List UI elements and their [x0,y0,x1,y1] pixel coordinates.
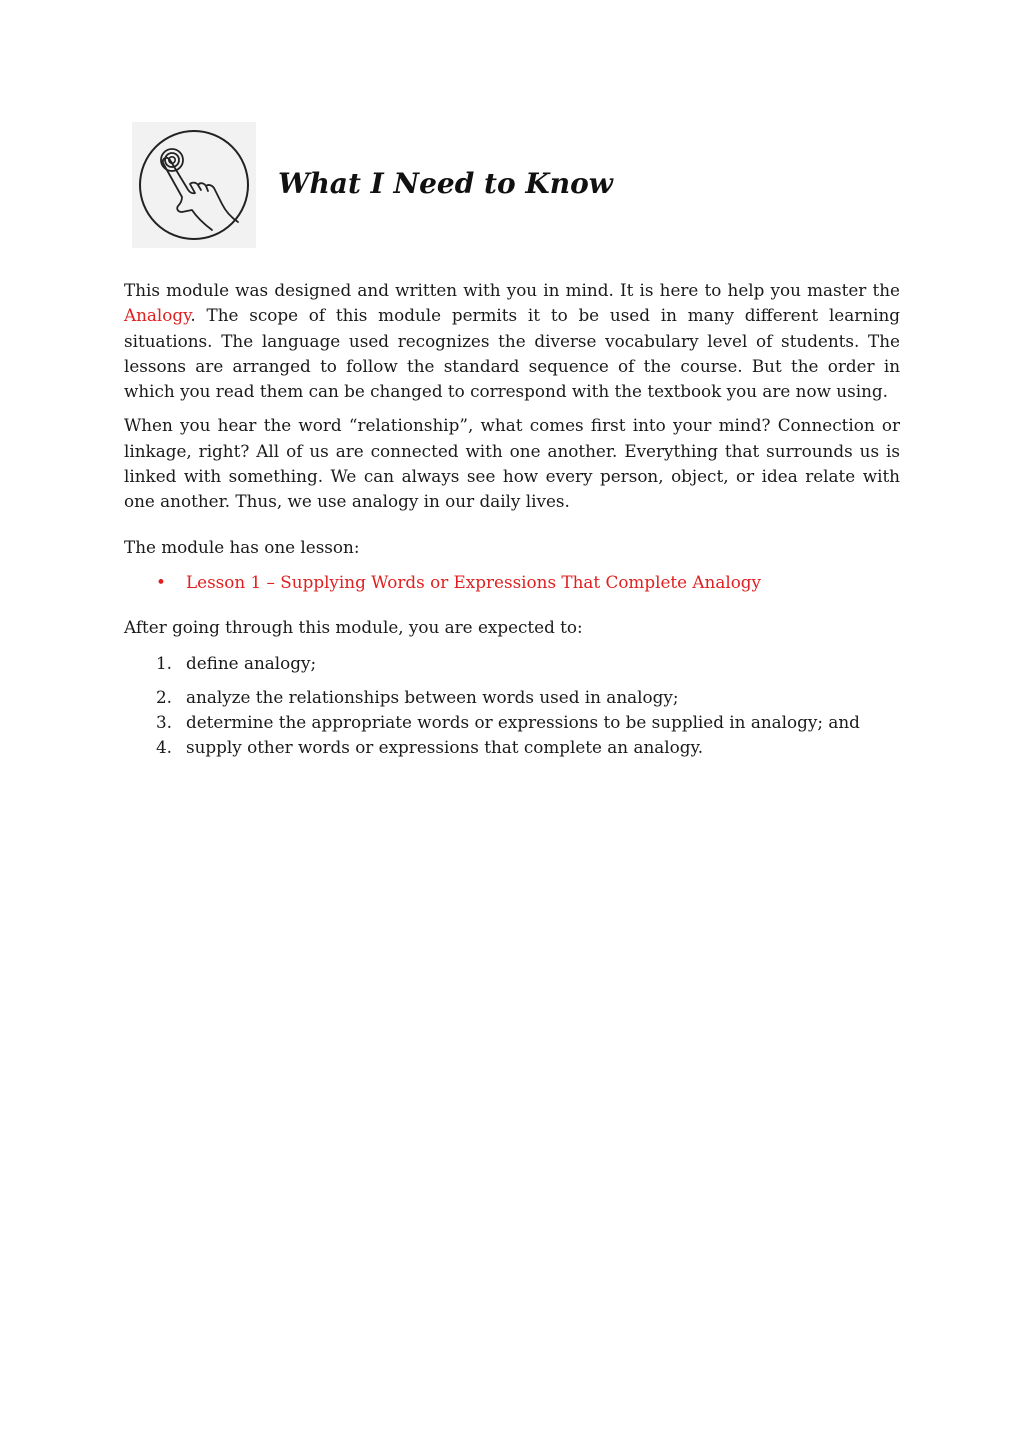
item-number: 2. [156,686,173,707]
section-header [132,122,692,250]
list-item [124,570,900,595]
intro-text-end: . The scope of this module permits it to be used in many different learning situations. The language used recognizes the diverse vocabulary level of students. The lessons are arranged to follow the standard sequence of the course. But the order in which you read them can be changed to correspond with the textbook you are now using. [124,305,900,402]
page-title: What I Need to Know [278,167,613,200]
item-number: 1. [156,652,173,673]
objectives-list [124,651,900,761]
module-content [124,278,900,761]
intro-paragraph-2: When you hear the word “relationship”, what comes first into your mind? Connection or linkage, right? All of us are connected with one another. Everything that surrounds us is linked with something. We can always see how every person, object, or idea relate with one another. Thus, we use analogy in our daily lives. [124,415,900,512]
list-item [124,735,900,760]
objective-text: define analogy; [186,652,317,673]
list-item [124,710,900,735]
item-number: 3. [156,712,173,733]
bullet-icon: • [156,571,166,592]
objective-text: analyze the relationships between words used in analogy; [186,686,679,707]
item-number: 4. [156,737,173,758]
list-item [124,651,900,676]
lesson-list [124,570,900,595]
objective-text: supply other words or expressions that complete an analogy. [186,737,704,758]
objectives-heading: After going through this module, you are expected to: [124,617,583,638]
intro-text-start: This module was designed and written with you in mind. It is here to help you master the [124,280,900,300]
analogy-highlight: Analogy [124,305,191,326]
lesson-label: Lesson 1 – Supplying Words or Expressions That Complete Analogy [186,571,762,592]
lessons-heading: The module has one lesson: [124,536,360,557]
hand-pointer-circle-icon [132,122,256,248]
list-item [124,685,900,710]
objective-text: determine the appropriate words or expressions to be supplied in analogy; and [186,712,860,733]
intro-paragraph-1 [124,278,900,404]
